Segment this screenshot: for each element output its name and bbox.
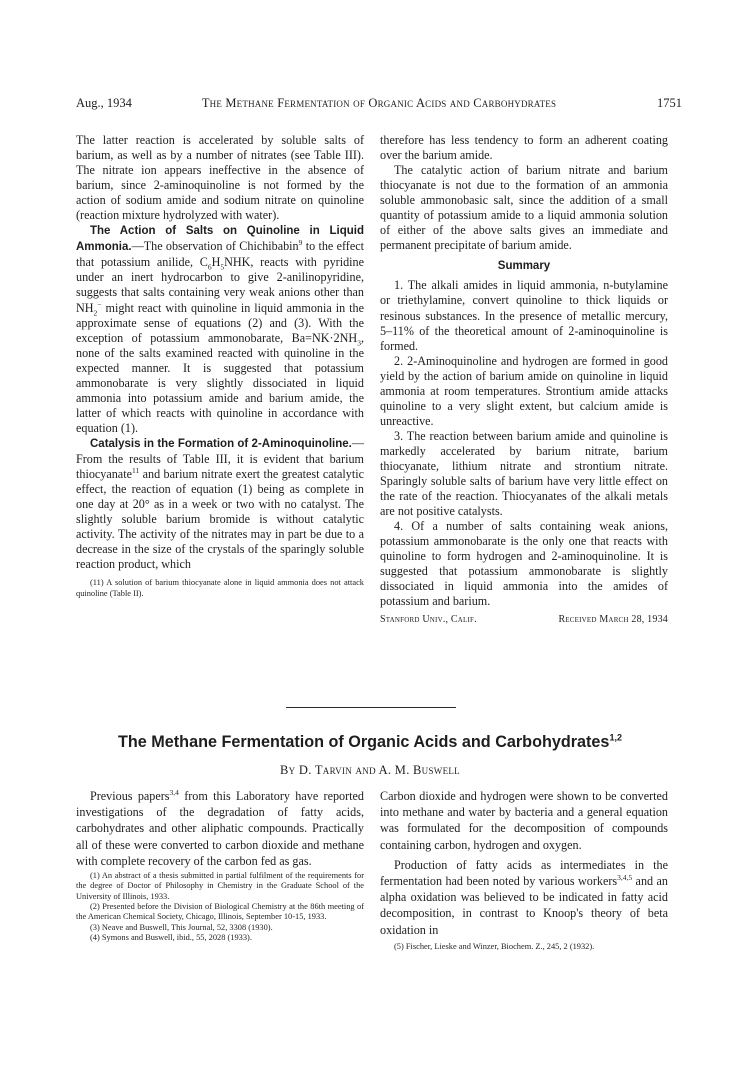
section-heading: The Action of Salts on Quinoline in Liquid Ammonia. xyxy=(76,225,364,254)
summary-item: 2. 2-Aminoquinoline and hydrogen are formed in good yield by the action of barium amide on quinoline in liquid ammonia at room temperatures. Strontium amide attacks quinoline to a very slight extent, but calcium amide is unreactive. xyxy=(380,353,668,428)
article-title: The Methane Fermentation of Organic Acids and Carbohydrates$^{1,2}$ xyxy=(118,732,622,751)
signature-line xyxy=(380,612,668,627)
paragraph: The latter reaction is accelerated by soluble salts of barium, as well as by a number of nitrates (see Table III). The nitrate ion appears ineffective in the absence of barium, since 2-aminoquinoline is not formed by the action of sodium amide and sodium nitrate on quinoline (reaction mixture hydrolyzed with water). xyxy=(76,133,364,223)
footnotes xyxy=(380,942,668,952)
received-date: Received March 28, 1934 xyxy=(558,614,668,626)
affiliation: Stanford Univ., Calif. xyxy=(380,614,477,626)
summary-item: 1. The alkali amides in liquid ammonia, n-butylamine or triethylamine, convert quinoline to thick liquids or resinous substances. In the presence of metallic mercury, 5–11% of the theoretical amount of 2-aminoquinoline is formed. xyxy=(380,278,668,353)
footnotes xyxy=(76,578,364,599)
upper-left-column xyxy=(76,133,364,599)
lower-left-column xyxy=(76,788,364,943)
footnote: (3) Neave and Buswell, This Journal, 52, 3308 (1930). xyxy=(90,922,273,932)
header-journal-title: The Methane Fermentation of Organic Acids and Carbohydrates xyxy=(201,96,557,110)
section-heading: Catalysis in the Formation of 2-Aminoquinoline. xyxy=(90,437,352,450)
article-byline: By D. Tarvin and A. M. Buswell xyxy=(280,763,460,777)
footnotes xyxy=(76,871,364,943)
header-date: Aug., 1934 xyxy=(76,96,132,110)
footnote: (4) Symons and Buswell, ibid., 55, 2028 (1933). xyxy=(90,932,252,942)
summary-item: 3. The reaction between barium amide and quinoline is markedly accelerated by barium nitrate, barium thiocyanate, lithium nitrate and strontium nitrate. Sparingly soluble salts of barium have very little effect on the rate of the reaction. Thiocyanates of the alkali metals are not positive catalysts. xyxy=(380,428,668,519)
footnote: (11) A solution of barium thiocyanate alone in liquid ammonia does not attack quinoline (Table II). xyxy=(76,578,364,598)
footnote: (2) Presented before the Division of Biological Chemistry at the 86th meeting of the American Chemical Society, Chicago, Illinois, September 10-15, 1933. xyxy=(76,901,364,922)
paragraph: therefore has less tendency to form an adherent coating over the barium amide. xyxy=(380,133,668,163)
summary-heading: Summary xyxy=(497,260,551,273)
paragraph: Carbon dioxide and hydrogen were shown to be converted into methane and water by bacteria and a general equation was formulated for the decomposition of compounds containing carbon, hydrogen and oxygen. xyxy=(380,789,668,852)
paragraph: The catalytic action of barium nitrate and barium thiocyanate is not due to the formation of an ammonia soluble ammonobasic salt, since the addition of a small quantity of potassium amide to a liquid ammonia solution of either of the above salts gives an immediate and permanent precipitate of barium amide. xyxy=(380,163,668,253)
footnote: (5) Fischer, Lieske and Winzer, Biochem. Z., 245, 2 (1932). xyxy=(394,941,595,951)
paragraph: The Action of Salts on Quinoline in Liquid Ammonia.—The observation of Chichibabin$^9$ to the effect that potassium anilide, $C_6H_5NHK$, reacts with pyridine under an inert hydrocarbon to give 2-anilinopyridine, suggests that salts containing very weak anions other than $NH_2^-$ might react with quinoline in liquid ammonia in the approximate sense of equations (2) and (3). With the exception of potassium ammonobarate, $Ba=NK\cdot 2NH_3$, none of the salts examined reacted with quinoline in the expected manner. It is suggested that potassium ammonobarate is very slightly dissociated in liquid ammonia into potassium amide and barium amide, the latter of which reacts with quinoline in accordance with equation (1). xyxy=(76,225,365,435)
upper-right-column xyxy=(380,133,668,628)
article-divider xyxy=(286,707,456,708)
header-page-number: 1751 xyxy=(657,96,682,110)
paragraph: Catalysis in the Formation of 2-Aminoquinoline.—From the results of Table III, it is evident that barium thiocyanate$^{11}$ and barium nitrate exert the greatest catalytic effect, the reaction of equation (1) being as complete in one day at 20° as in a week or two with no catalyst. The slightly soluble barium bromide is without catalytic activity. The activity of the nitrates may in part be due to a decrease in the size of the crystals of the sparingly soluble reaction product, which xyxy=(76,435,364,572)
footnote: (1) An abstract of a thesis submitted in partial fulfilment of the requirements for the degree of Doctor of Philosophy in Chemistry in the Graduate School of the University of Illinois, 1933. xyxy=(76,871,364,901)
running-header xyxy=(76,96,682,114)
paragraph: Production of fatty acids as intermediates in the fermentation had been noted by various workers$^{3,4,5}$ and an alpha oxidation was believed to be indicated in fatty acid decomposition, in contrast to Knoop's theory of beta oxidation in xyxy=(380,857,668,937)
lower-right-column xyxy=(380,788,668,952)
paragraph: Previous papers$^{3,4}$ from this Laboratory have reported investigations of the degradation of fatty acids, carbohydrates and other aliphatic compounds. Practically all of these were converted to carbon dioxide and methane with complete recovery of the carbon fed as gas. xyxy=(76,787,364,868)
summary-item: 4. Of a number of salts containing weak anions, potassium ammonobarate is the only one that reacts with quinoline to form hydrogen and 2-aminoquinoline. It is suggested that potassium ammonobarate is slightly dissociated in liquid ammonia into the amides of potassium and barium. xyxy=(380,519,668,609)
